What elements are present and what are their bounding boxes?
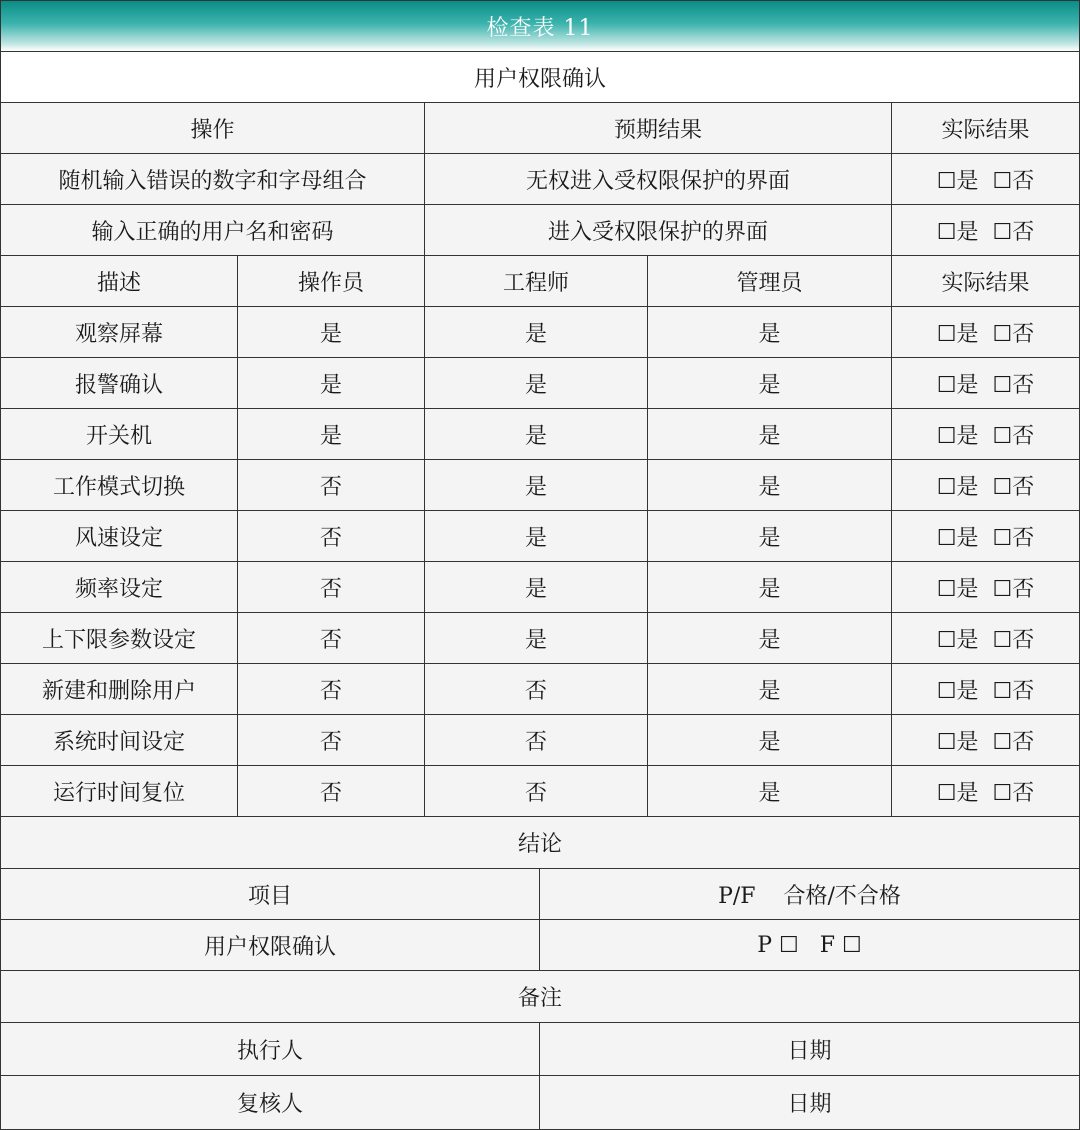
perm-header-operator: 操作员 bbox=[238, 256, 425, 306]
perm-desc: 新建和删除用户 bbox=[1, 664, 238, 714]
conclusion-pf-header: P/F 合格/不合格 bbox=[540, 869, 1079, 919]
perm-desc: 风速设定 bbox=[1, 511, 238, 561]
perm-row bbox=[1, 511, 1079, 562]
perm-row bbox=[1, 715, 1079, 766]
perm-engineer: 否 bbox=[425, 766, 648, 816]
perm-row bbox=[1, 562, 1079, 613]
perm-row bbox=[1, 307, 1079, 358]
conclusion-label: 结论 bbox=[1, 817, 1079, 868]
perm-desc: 运行时间复位 bbox=[1, 766, 238, 816]
remarks-row bbox=[1, 971, 1079, 1023]
ops-header-operation: 操作 bbox=[1, 103, 425, 153]
perm-row bbox=[1, 358, 1079, 409]
perm-operator: 否 bbox=[238, 766, 425, 816]
perm-engineer: 是 bbox=[425, 358, 648, 408]
perm-header-actual: 实际结果 bbox=[892, 256, 1079, 306]
page-title: 检查表 11 bbox=[1, 1, 1079, 51]
ops-header-actual: 实际结果 bbox=[892, 103, 1079, 153]
perm-actual-checkboxes[interactable]: ☐是 ☐否 bbox=[892, 307, 1079, 357]
perm-operator: 是 bbox=[238, 358, 425, 408]
conclusion-header-row bbox=[1, 869, 1079, 920]
conclusion-value-row bbox=[1, 920, 1079, 971]
perm-operator: 是 bbox=[238, 307, 425, 357]
perm-engineer: 是 bbox=[425, 307, 648, 357]
conclusion-pf-checkboxes[interactable]: P ☐ F ☐ bbox=[540, 920, 1079, 970]
signoff-row bbox=[1, 1023, 1079, 1076]
perm-desc: 观察屏幕 bbox=[1, 307, 238, 357]
perm-row bbox=[1, 460, 1079, 511]
ops-actual-checkboxes[interactable]: ☐是 ☐否 bbox=[892, 205, 1079, 255]
perm-admin: 是 bbox=[648, 664, 892, 714]
ops-row bbox=[1, 205, 1079, 256]
ops-expected: 无权进入受权限保护的界面 bbox=[425, 154, 892, 204]
signoff-date-label: 日期 bbox=[540, 1076, 1079, 1129]
ops-operation: 输入正确的用户名和密码 bbox=[1, 205, 425, 255]
perm-desc: 报警确认 bbox=[1, 358, 238, 408]
perm-operator: 否 bbox=[238, 664, 425, 714]
perm-admin: 是 bbox=[648, 613, 892, 663]
ops-expected: 进入受权限保护的界面 bbox=[425, 205, 892, 255]
subtitle-row bbox=[1, 52, 1079, 103]
perm-header-row bbox=[1, 256, 1079, 307]
perm-actual-checkboxes[interactable]: ☐是 ☐否 bbox=[892, 715, 1079, 765]
ops-operation: 随机输入错误的数字和字母组合 bbox=[1, 154, 425, 204]
perm-actual-checkboxes[interactable]: ☐是 ☐否 bbox=[892, 460, 1079, 510]
perm-operator: 否 bbox=[238, 511, 425, 561]
perm-header-engineer: 工程师 bbox=[425, 256, 648, 306]
perm-row bbox=[1, 409, 1079, 460]
perm-row bbox=[1, 613, 1079, 664]
perm-admin: 是 bbox=[648, 460, 892, 510]
perm-engineer: 否 bbox=[425, 715, 648, 765]
perm-desc: 工作模式切换 bbox=[1, 460, 238, 510]
perm-engineer: 是 bbox=[425, 460, 648, 510]
conclusion-item-header: 项目 bbox=[1, 869, 540, 919]
perm-actual-checkboxes[interactable]: ☐是 ☐否 bbox=[892, 511, 1079, 561]
signoff-row bbox=[1, 1076, 1079, 1129]
perm-engineer: 是 bbox=[425, 562, 648, 612]
ops-header-expected: 预期结果 bbox=[425, 103, 892, 153]
conclusion-row bbox=[1, 817, 1079, 869]
perm-operator: 否 bbox=[238, 460, 425, 510]
perm-operator: 否 bbox=[238, 715, 425, 765]
perm-admin: 是 bbox=[648, 409, 892, 459]
perm-admin: 是 bbox=[648, 511, 892, 561]
perm-desc: 上下限参数设定 bbox=[1, 613, 238, 663]
perm-header-admin: 管理员 bbox=[648, 256, 892, 306]
perm-admin: 是 bbox=[648, 562, 892, 612]
signoff-role: 复核人 bbox=[1, 1076, 540, 1129]
perm-operator: 是 bbox=[238, 409, 425, 459]
ops-actual-checkboxes[interactable]: ☐是 ☐否 bbox=[892, 154, 1079, 204]
perm-actual-checkboxes[interactable]: ☐是 ☐否 bbox=[892, 358, 1079, 408]
perm-engineer: 否 bbox=[425, 664, 648, 714]
remarks-label: 备注 bbox=[1, 971, 1079, 1022]
perm-actual-checkboxes[interactable]: ☐是 ☐否 bbox=[892, 664, 1079, 714]
perm-admin: 是 bbox=[648, 715, 892, 765]
perm-desc: 频率设定 bbox=[1, 562, 238, 612]
perm-actual-checkboxes[interactable]: ☐是 ☐否 bbox=[892, 409, 1079, 459]
ops-row bbox=[1, 154, 1079, 205]
perm-actual-checkboxes[interactable]: ☐是 ☐否 bbox=[892, 613, 1079, 663]
section-title: 用户权限确认 bbox=[1, 52, 1079, 102]
perm-header-desc: 描述 bbox=[1, 256, 238, 306]
perm-engineer: 是 bbox=[425, 511, 648, 561]
perm-engineer: 是 bbox=[425, 409, 648, 459]
perm-engineer: 是 bbox=[425, 613, 648, 663]
perm-admin: 是 bbox=[648, 307, 892, 357]
perm-desc: 开关机 bbox=[1, 409, 238, 459]
conclusion-item-name: 用户权限确认 bbox=[1, 920, 540, 970]
signoff-date-label: 日期 bbox=[540, 1023, 1079, 1075]
perm-desc: 系统时间设定 bbox=[1, 715, 238, 765]
perm-admin: 是 bbox=[648, 766, 892, 816]
perm-row bbox=[1, 664, 1079, 715]
title-bar bbox=[1, 1, 1079, 52]
perm-row bbox=[1, 766, 1079, 817]
perm-operator: 否 bbox=[238, 562, 425, 612]
perm-actual-checkboxes[interactable]: ☐是 ☐否 bbox=[892, 766, 1079, 816]
perm-admin: 是 bbox=[648, 358, 892, 408]
signoff-role: 执行人 bbox=[1, 1023, 540, 1075]
perm-operator: 否 bbox=[238, 613, 425, 663]
perm-actual-checkboxes[interactable]: ☐是 ☐否 bbox=[892, 562, 1079, 612]
ops-header-row bbox=[1, 103, 1079, 154]
